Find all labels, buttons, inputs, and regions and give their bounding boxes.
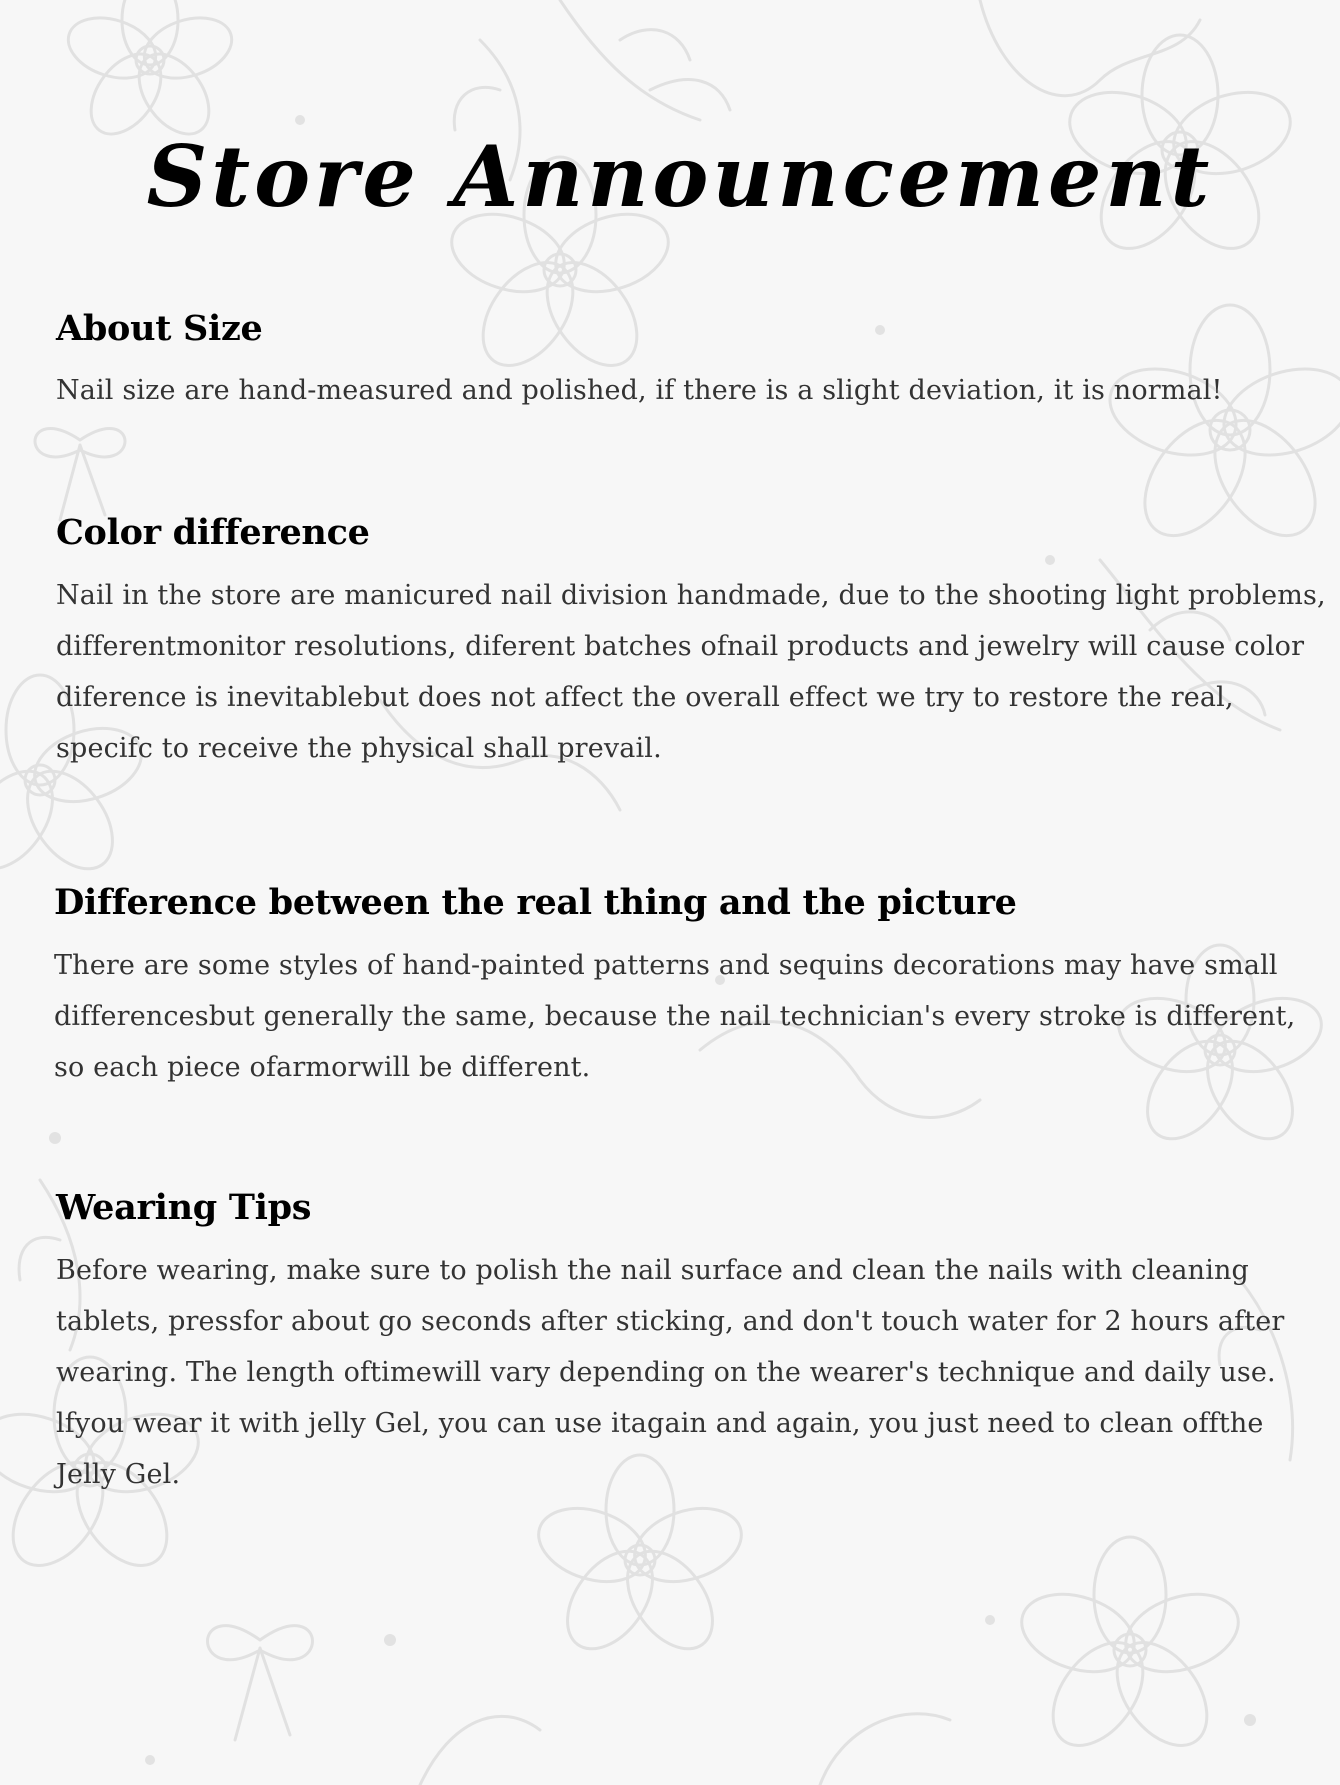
- section-body: Nail in the store are manicured nail division handmade, due to the shooting light problems, differentmonitor resolutions, diferent batches ofnail products and jewelry will cause color diference is inevitablebut does not affect the overall effect we try to restore the real, specifc to receive the physical shall prevail.: [56, 579, 1326, 764]
- section-body: Before wearing, make sure to polish the nail surface and clean the nails with cleaning tablets, pressfor about go seconds after sticking, and don't touch water for 2 hours after wearing. The length oftimewill vary depending on the wearer's technique and daily use. lfyou wear it with jelly Gel, you can use itagain and again, you just need to clean offthe Jelly Gel.: [56, 1254, 1285, 1490]
- section-real-vs-picture: [54, 884, 1324, 1093]
- section-heading: Wearing Tips: [56, 1187, 312, 1228]
- section-heading: About Size: [56, 308, 263, 349]
- section-color-difference: [56, 514, 1326, 774]
- section-heading: Color difference: [56, 512, 370, 553]
- section-heading: Difference between the real thing and the picture: [54, 882, 1017, 923]
- section-body: There are some styles of hand-painted patterns and sequins decorations may have small differencesbut generally the same, because the nail technician's every stroke is different, so each piece ofarmorwill be different.: [54, 949, 1296, 1083]
- section-about-size: [56, 310, 1326, 416]
- section-wearing-tips: [56, 1189, 1326, 1500]
- page-title: Store Announcement: [146, 127, 1214, 226]
- section-body: Nail size are hand-measured and polished, if there is a slight deviation, it is normal!: [56, 374, 1223, 406]
